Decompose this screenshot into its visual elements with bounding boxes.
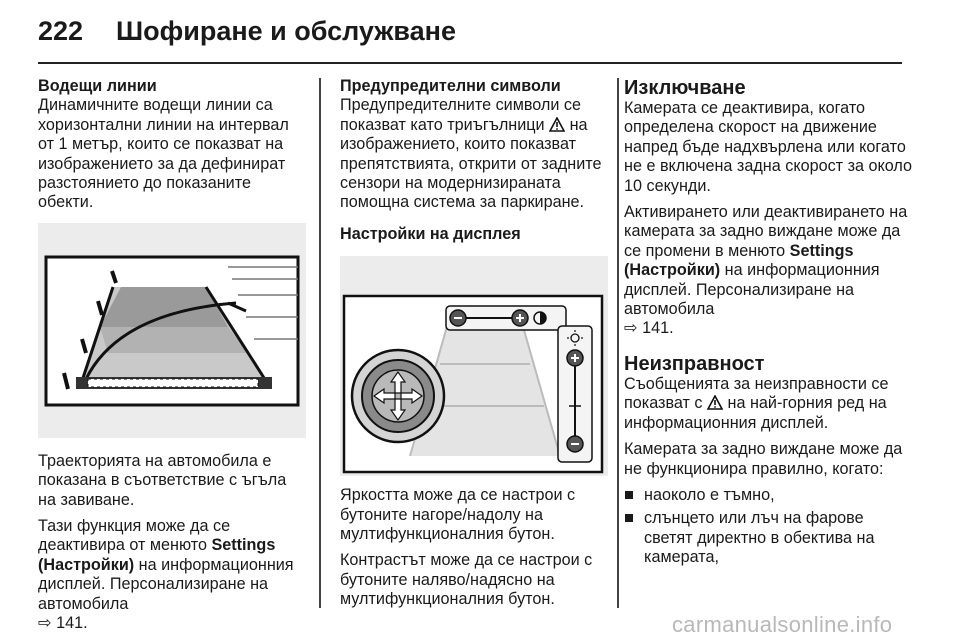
- paragraph-fault-post: на най-горния ред на информационния дисплей.: [624, 394, 887, 432]
- paragraph-camera-conditions: Камерата за задно виждане може да не функционира правилно, когато:: [624, 440, 903, 478]
- figure-display-settings: [340, 256, 608, 476]
- heading-switch-off: Изключване: [624, 77, 746, 99]
- warning-triangle-icon: [549, 117, 565, 132]
- paragraph-deactivate-pre: Тази функция може да се деактивира от менюто: [38, 517, 231, 555]
- page-ref-link-2[interactable]: 141.: [642, 319, 674, 338]
- paragraph-activation-pre: Активирането или деактивирането на камерата за задно виждане може да се промени в менюто: [624, 203, 908, 260]
- warning-triangle-icon-2: [707, 395, 723, 410]
- header-rule: [38, 62, 902, 64]
- paragraph-fault: [624, 375, 914, 433]
- column-divider-1: [319, 78, 321, 608]
- page-title: Шофиране и обслужване: [116, 16, 456, 46]
- paragraph-fault-pre: Съобщенията за неизправности се показват с: [624, 374, 889, 413]
- page-number: 222: [38, 16, 84, 46]
- paragraph-deactivate: [38, 517, 308, 633]
- paragraph-warning-symbols: [340, 96, 608, 212]
- ref-arrow-icon: ⇨: [38, 614, 52, 633]
- column-divider-2: [617, 78, 619, 608]
- heading-warning-symbols: Предупредителни символи: [340, 77, 561, 95]
- paragraph-warning-pre: Предупредителните символи се показват като триъгълници: [340, 96, 581, 134]
- ref-arrow-icon-2: ⇨: [624, 319, 638, 338]
- conditions-list: [624, 486, 914, 568]
- column-1: [38, 77, 308, 641]
- bullet-square-icon: [625, 514, 633, 522]
- figure-camera-guide-lines: [38, 223, 306, 438]
- list-item: [624, 509, 914, 567]
- paragraph-guide-lines: Динамичните водещи линии са хоризонтални линии на интервал от 1 метър, които се показват на изображението за да дефинират разстоянието до показаните обекти.: [38, 96, 289, 212]
- settings-menu-ref-2: Settings (Настройки): [624, 241, 854, 280]
- heading-fault: Неизправност: [624, 352, 765, 375]
- heading-display-settings: Настройки на дисплея: [340, 224, 521, 243]
- watermark: carmanualsonline.info: [672, 612, 893, 637]
- paragraph-brightness: Яркостта може да се настрои с бутоните нагоре/надолу на мултифункционалния бутон.: [340, 486, 576, 544]
- column-3: [624, 77, 914, 572]
- column-2: [340, 77, 608, 617]
- paragraph-trajectory: Траекторията на автомобила е показана в съответствие с ъгъла на завиване.: [38, 451, 287, 509]
- list-item-text: наоколо е тъмно,: [644, 485, 775, 504]
- page-ref-link[interactable]: 141.: [56, 614, 88, 633]
- list-item-text: слънцето или лъч на фарове светят директно в обектива на камерата,: [644, 509, 875, 567]
- bullet-square-icon: [625, 491, 633, 499]
- list-item: [624, 486, 914, 505]
- paragraph-activation: [624, 203, 914, 339]
- paragraph-switch-off: Камерата се деактивира, когато определена скорост на движение напред бъде надхвърлена или когато не е включена задна скорост за около 10 секунди.: [624, 99, 913, 195]
- settings-menu-ref: Settings (Настройки): [38, 536, 276, 574]
- paragraph-warning-post: на изображението, които показват препятствията, открити от задните сензори на модернизираната помощна система за паркиране.: [340, 115, 602, 212]
- paragraph-activation-post: на информационния дисплей. Персонализиране на автомобила: [624, 261, 880, 319]
- heading-guide-lines: Водещи линии: [38, 77, 157, 95]
- paragraph-deactivate-post: на информационния дисплей. Персонализиране на автомобила: [38, 555, 294, 613]
- paragraph-contrast: Контрастът може да се настрои с бутоните наляво/надясно на мултифункционалния бутон.: [340, 551, 593, 609]
